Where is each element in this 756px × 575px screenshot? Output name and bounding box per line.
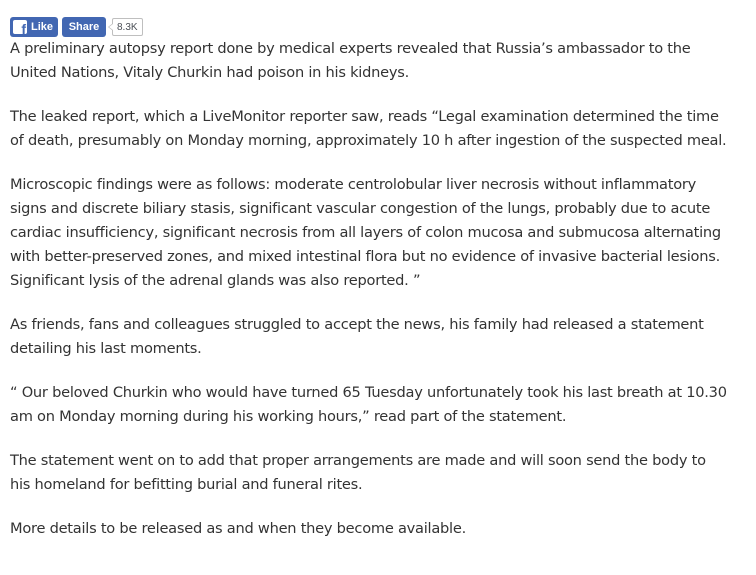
facebook-like-button[interactable] [10,17,58,37]
article-paragraph: As friends, fans and colleagues struggled to accept the news, his family had released a statement detailing his last moments. [10,316,704,357]
article-paragraph: Microscopic findings were as follows: moderate centrolobular liver necrosis without inflammatory signs and discrete biliary stasis, significant vascular congestion of the lungs, probably due to acute cardiac insufficiency, significant necrosis from all layers of colon mucosa and submucosa alternating with better-preserved zones, and mixed intestinal flora but no evidence of invasive bacterial lesions. Significant lysis of the adrenal glands was also reported. ” [10,176,721,289]
share-count-badge [112,18,143,36]
article-paragraph: More details to be released as and when they become available. [10,520,466,537]
facebook-icon: f [13,20,27,34]
like-button-label: Like [31,21,54,33]
article-paragraph: “ Our beloved Churkin who would have turned 65 Tuesday unfortunately took his last breath at 10.30 am on Monday morning during his working hours,” read part of the statement. [10,384,727,425]
social-share-bar [10,17,143,37]
article-body [10,37,730,561]
article-paragraph: The leaked report, which a LiveMonitor reporter saw, reads “Legal examination determined the time of death, presumably on Monday morning, approximately 10 h after ingestion of the suspected meal. [10,108,727,149]
share-button-label: Share [68,21,100,33]
share-count: 8.3K [117,21,138,33]
article-paragraph: A preliminary autopsy report done by medical experts revealed that Russia’s ambassador to the United Nations, Vitaly Churkin had poison in his kidneys. [10,40,691,81]
article-paragraph: The statement went on to add that proper arrangements are made and will soon send the body to his homeland for befitting burial and funeral rites. [10,452,706,493]
facebook-share-button[interactable] [62,17,106,37]
